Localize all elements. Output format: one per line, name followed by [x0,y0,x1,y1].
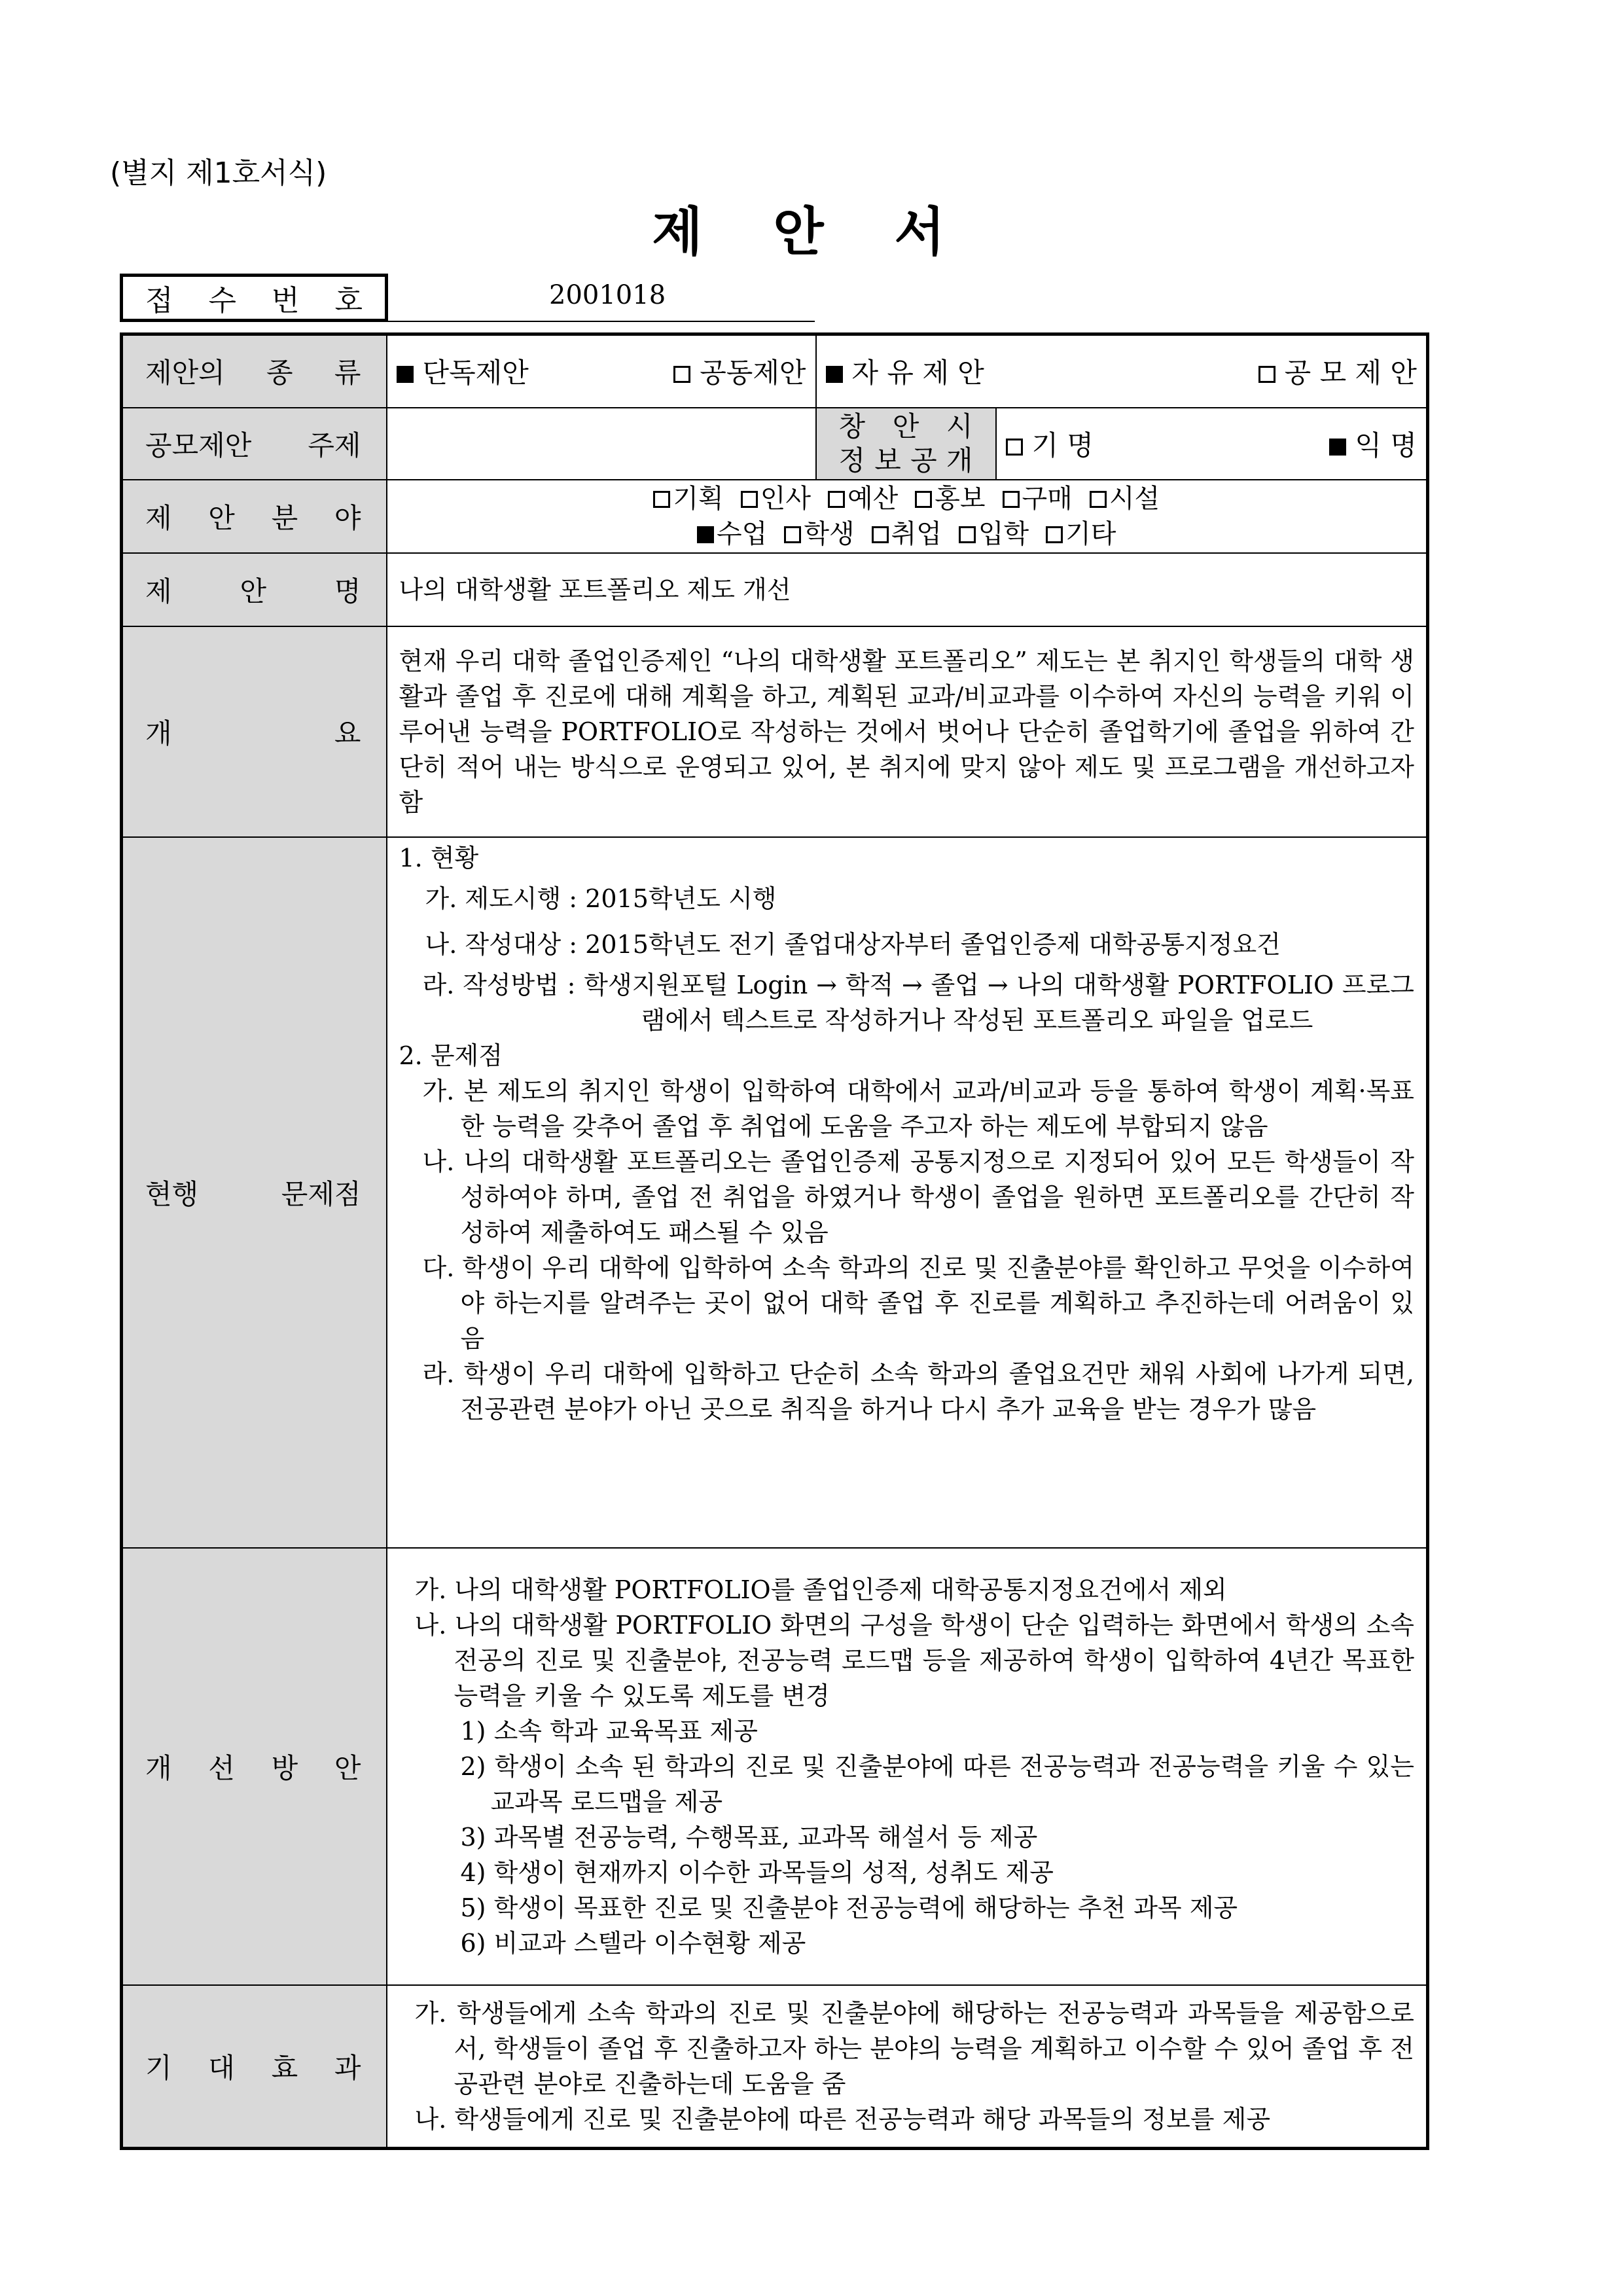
contest-proposal-option[interactable] [1258,351,1417,391]
field-option-label: 학생 [804,518,855,549]
unchecked-box-icon [1258,366,1275,383]
checked-box-icon [826,366,843,383]
contest-proposal-label: 공 모 제 안 [1284,357,1417,389]
improvement-plan-text [387,1572,1427,1961]
unchecked-box-icon [653,491,670,508]
field-option-label: 예산 [847,483,899,514]
status-item: 라. 작성방법 : 학생지원포털 Login → 학적 → 졸업 → 나의 대학생활 PORTFOLIO 프로그램에서 텍스트로 작성하거나 작성된 포트폴리오 파일을 업로드 [422,970,1414,1035]
status-item: 나. 작성대상 : 2015학년도 전기 졸업대상자부터 졸업인증제 대학공통지정요건 [425,929,1281,959]
improvement-plan-cell [387,1548,1428,1985]
expected-effects-label: 기 대 효 과 [122,1985,387,2149]
unchecked-box-icon [1003,491,1020,508]
anonymous-label: 익 명 [1355,429,1417,461]
row-current-problems [122,837,1428,1548]
improvement-subitem: 5) 학생이 목표한 진로 및 진출분야 전공능력에 해당하는 추천 과목 제공 [460,1893,1238,1922]
current-problems-text [387,840,1427,1427]
unchecked-box-icon [1046,526,1063,543]
field-option-label: 기타 [1065,518,1116,549]
proposal-kind-single-joint [387,334,816,408]
problem-item: 라. 학생이 우리 대학에 입학하고 단순히 소속 학과의 졸업요건만 채워 사회에 나가게 되면, 전공관련 분야가 아닌 곳으로 취직을 하거나 다시 추가 교육을 받는 경우가 많음 [422,1359,1414,1424]
current-problems-label: 현행 문제점 [122,837,387,1548]
row-proposal-field [122,480,1428,553]
proposal-kind-free-contest [816,334,1428,408]
field-option-facilities[interactable] [1090,481,1160,516]
proposal-field-options [387,480,1428,553]
problem-item: 다. 학생이 우리 대학에 입학하여 소속 학과의 진로 및 진출분야를 확인하고 무엇을 이수하여야 하는지를 알려주는 곳이 없어 대학 졸업 후 진로를 계획하고 추진하는데 어려움이 있음 [422,1253,1414,1353]
problems-heading: 2. 문제점 [399,1041,503,1070]
expected-effects-cell [387,1985,1428,2149]
named-label: 기 명 [1031,429,1094,461]
document-title: 제 안 서 [652,202,971,262]
receipt-label-char: 호 [334,284,363,317]
improvement-subitem: 1) 소속 학과 교육목표 제공 [460,1716,758,1746]
row-contest-topic [122,408,1428,480]
field-option-admission[interactable] [959,516,1029,552]
field-option-budget[interactable] [828,481,898,516]
field-option-planning[interactable] [653,481,723,516]
field-options-row-1 [387,481,1427,516]
improvement-plan-label: 개 선 방 안 [122,1548,387,1985]
receipt-label-char: 번 [271,284,300,317]
form-number-label: (별지 제1호서식) [110,156,327,190]
improvement-item: 나. 나의 대학생활 PORTFOLIO 화면의 구성을 학생이 단순 입력하는 화면에서 학생의 소속전공의 진로 및 진출분야, 전공능력 로드맵 등을 제공하여 학생이 입학하여 4년간 목표한 능력을 키울 수 있도록 제도를 변경 [414,1610,1414,1710]
row-proposal-name [122,553,1428,626]
field-option-label: 시설 [1109,483,1160,514]
field-option-purchase[interactable] [1003,481,1073,516]
checked-box-icon [697,526,714,543]
receipt-number-label [120,274,388,322]
current-problems-cell [387,837,1428,1548]
field-option-label: 취업 [891,518,942,549]
joint-proposal-option[interactable] [673,351,806,391]
unchecked-box-icon [828,491,845,508]
summary-label: 개 요 [122,626,387,837]
single-proposal-label: 단독제안 [422,357,529,389]
field-option-employment[interactable] [872,516,942,552]
unchecked-box-icon [784,526,801,543]
field-option-label: 인사 [760,483,811,514]
unchecked-box-icon [1090,491,1107,508]
single-proposal-option[interactable] [397,351,529,391]
unchecked-box-icon [741,491,758,508]
expected-effects-text [387,1996,1427,2137]
summary-text: 현재 우리 대학 졸업인증제인 “나의 대학생활 포트폴리오” 제도는 본 취지인 학생들의 대학 생활과 졸업 후 진로에 대해 계획을 하고, 계획된 교과/비교과를 이수하여 자신의 능력을 키워 이루어낸 능력을 PORTFOLIO로 작성하는 것에서 벗어나 단순히 졸업학기에 졸업을 위하여 간단히 적어 내는 방식으로 운영되고 있어, 본 취지에 맞지 않아 제도 및 프로그램을 개선하고자 함 [399,646,1414,817]
disclosure-label: 창 안 시 정 보 공 개 [816,408,996,480]
unchecked-box-icon [872,526,889,543]
unchecked-box-icon [1006,439,1023,456]
row-proposal-kind [122,334,1428,408]
unchecked-box-icon [959,526,976,543]
disclosure-options [996,408,1428,480]
improvement-subitem: 4) 학생이 현재까지 이수한 과목들의 성적, 성취도 제공 [460,1857,1054,1887]
improvement-subitem: 6) 비교과 스텔라 이수현황 제공 [460,1928,806,1958]
receipt-number-value: 2001018 [388,274,815,322]
unchecked-box-icon [915,491,932,508]
contest-topic-label: 공모제안 주제 [122,408,387,480]
checked-box-icon [1329,439,1346,456]
field-option-label: 수업 [717,518,768,549]
field-option-label: 입학 [978,518,1029,549]
improvement-subitem: 3) 과목별 전공능력, 수행목표, 교과목 해설서 등 제공 [460,1822,1038,1852]
row-expected-effects [122,1985,1428,2149]
contest-topic-value[interactable] [387,408,816,480]
proposal-name-cell [387,553,1428,626]
problem-item: 가. 본 제도의 취지인 학생이 입학하여 대학에서 교과/비교과 등을 통하여 학생이 계획·목표한 능력을 갖추어 졸업 후 취업에 도움을 주고자 하는 제도에 부합되지 않음 [422,1076,1414,1141]
anonymous-option[interactable] [1329,424,1418,463]
free-proposal-option[interactable] [826,351,984,391]
field-options-row-2 [387,516,1427,552]
joint-proposal-label: 공동제안 [700,357,806,389]
named-option[interactable] [1006,424,1094,463]
row-summary [122,626,1428,837]
improvement-subitem: 2) 학생이 소속 된 학과의 진로 및 진출분야에 따른 전공능력과 전공능력을 키울 수 있는 교과목 로드맵을 제공 [460,1751,1414,1816]
status-heading: 1. 현황 [399,843,479,872]
improvement-item: 가. 나의 대학생활 PORTFOLIO를 졸업인증제 대학공통지정요건에서 제외 [414,1575,1227,1604]
summary-cell [387,626,1428,837]
field-option-label: 구매 [1022,483,1073,514]
effect-item: 가. 학생들에게 소속 학과의 진로 및 진출분야에 해당하는 전공능력과 과목들을 제공함으로서, 학생들이 졸업 후 진출하고자 하는 분야의 능력을 계획하고 이수할 수 있어 졸업 후 전공관련 분야로 진출하는데 도움을 줌 [414,1998,1414,2098]
problem-item: 나. 나의 대학생활 포트폴리오는 졸업인증제 공통지정으로 지정되어 있어 모든 학생들이 작성하여야 하며, 졸업 전 취업을 하였거나 학생이 졸업을 원하면 포트폴리오를 간단히 작성하여 제출하여도 패스될 수 있음 [422,1147,1414,1247]
field-option-hr[interactable] [741,481,811,516]
field-option-student[interactable] [784,516,854,552]
field-option-label: 홍보 [935,483,986,514]
receipt-label-char: 수 [208,284,236,317]
unchecked-box-icon [673,366,690,383]
proposal-name-label: 제 안 명 [122,553,387,626]
row-improvement-plan [122,1548,1428,1985]
status-item: 가. 제도시행 : 2015학년도 시행 [425,884,777,913]
field-option-label: 기획 [673,483,724,514]
field-option-pr[interactable] [915,481,985,516]
receipt-label-char: 접 [145,284,173,317]
proposal-kind-label: 제안의 종 류 [122,334,387,408]
field-option-class[interactable] [697,516,767,552]
effect-item: 나. 학생들에게 진로 및 진출분야에 따른 전공능력과 해당 과목들의 정보를 제공 [414,2104,1271,2134]
field-option-other[interactable] [1046,516,1116,552]
proposal-form-table [120,332,1429,2150]
free-proposal-label: 자 유 제 안 [851,357,984,389]
proposal-name-value: 나의 대학생활 포트폴리오 제도 개선 [399,575,791,604]
proposal-field-label: 제 안 분 야 [122,480,387,553]
checked-box-icon [397,366,414,383]
